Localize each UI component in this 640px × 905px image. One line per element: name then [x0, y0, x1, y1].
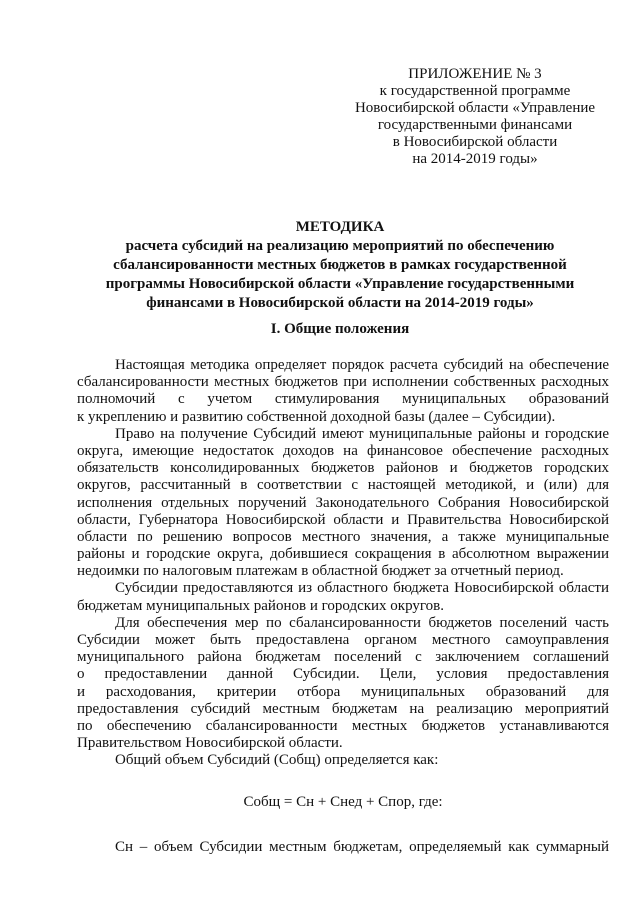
- text-line: Для обеспечения мер по сбалансированности бюджетов поселений часть: [115, 614, 609, 631]
- paragraph: [77, 426, 609, 581]
- text-line: Настоящая методика определяет порядок расчета субсидий на обеспечение: [115, 357, 609, 373]
- text-line: Общий объем Субсидий (Cобщ) определяется как:: [115, 752, 439, 769]
- text-line: муниципального района бюджетам поселений с заключением соглашений: [77, 649, 609, 666]
- appendix-line: на 2014-2019 годы»: [412, 151, 538, 167]
- text-line: области, Губернатора Новосибирской области и Правительства Новосибирской: [77, 511, 609, 528]
- paragraph: [77, 580, 609, 614]
- text-line: сбалансированности местных бюджетов при исполнении собственных расходных: [77, 374, 609, 391]
- appendix-line: Новосибирской области «Управление: [354, 100, 596, 116]
- text-line: районы и городские округа, добившиеся сокращения в абсолютном выражении: [77, 546, 609, 563]
- title-line: расчета субсидий на реализацию мероприятий по обеспечению: [125, 238, 555, 254]
- appendix-line: к государственной программе: [379, 83, 571, 99]
- paragraph: [77, 357, 609, 426]
- text-line: Субсидии предоставляются из областного бюджета Новосибирской области: [115, 580, 609, 597]
- text-line: бюджетам муниципальных районов и городских округов.: [77, 597, 444, 614]
- section-heading: I. Общие положения: [270, 321, 410, 337]
- text-line: по обеспечению сбалансированности местных бюджетов устанавливаются: [77, 717, 609, 734]
- title-line: программы Новосибирской области «Управление государственными: [105, 276, 575, 292]
- paragraph: [77, 839, 609, 856]
- text-line: полномочий с учетом стимулирования муниципальных образований: [77, 391, 609, 408]
- document-title: [60, 218, 620, 313]
- text-line: Право на получение Субсидий имеют муниципальные районы и городские: [115, 425, 609, 442]
- text-line: обязательств консолидированных бюджетов районов и бюджетов городских: [77, 460, 609, 477]
- text-line: округов, рассчитанный в соответствии с настоящей методикой, и (или) для: [77, 477, 609, 494]
- text-line: и расходования, критерии отбора муниципальных образований для: [77, 683, 609, 700]
- formula: Cобщ = Cн + Cнед + Cпор, где:: [243, 793, 443, 810]
- text-line: области по решению вопросов местного значения, а также муниципальные: [77, 528, 609, 545]
- appendix-line: государственными финансами: [377, 117, 573, 133]
- text-line: предоставления субсидий местным бюджетам на реализацию мероприятий: [77, 700, 609, 717]
- appendix-title: ПРИЛОЖЕНИЕ № 3: [408, 66, 542, 82]
- title-heading: МЕТОДИКА: [295, 219, 385, 235]
- paragraph: [77, 752, 609, 769]
- text-line: недоимки по налоговым платежам в областной бюджет за отчетный период.: [77, 563, 564, 580]
- text-line: исполнения отдельных поручений Законодательного Собрания Новосибирской: [77, 494, 609, 511]
- text-line: Правительством Новосибирской области.: [77, 735, 343, 752]
- title-line: сбалансированности местных бюджетов в рамках государственной: [113, 257, 567, 273]
- text-line: к укреплению и развитию собственной доходной базы (далее – Субсидии).: [77, 408, 556, 425]
- text-line: Cн – объем Субсидии местным бюджетам, определяемый как суммарный: [115, 838, 609, 855]
- paragraph: [77, 615, 609, 753]
- document-body: [77, 357, 609, 856]
- appendix-header: [350, 66, 600, 168]
- text-line: Субсидии может быть предоставлена органом местного самоуправления: [77, 632, 609, 648]
- text-line: округа, имеющие недостаток доходов на финансовое обеспечение расходных: [77, 442, 609, 459]
- text-line: о предоставлении данной Субсидии. Цели, условия предоставления: [77, 666, 609, 683]
- appendix-line: в Новосибирской области: [392, 134, 558, 150]
- title-line: финансами в Новосибирской области на 2014-2019 годы»: [146, 295, 534, 311]
